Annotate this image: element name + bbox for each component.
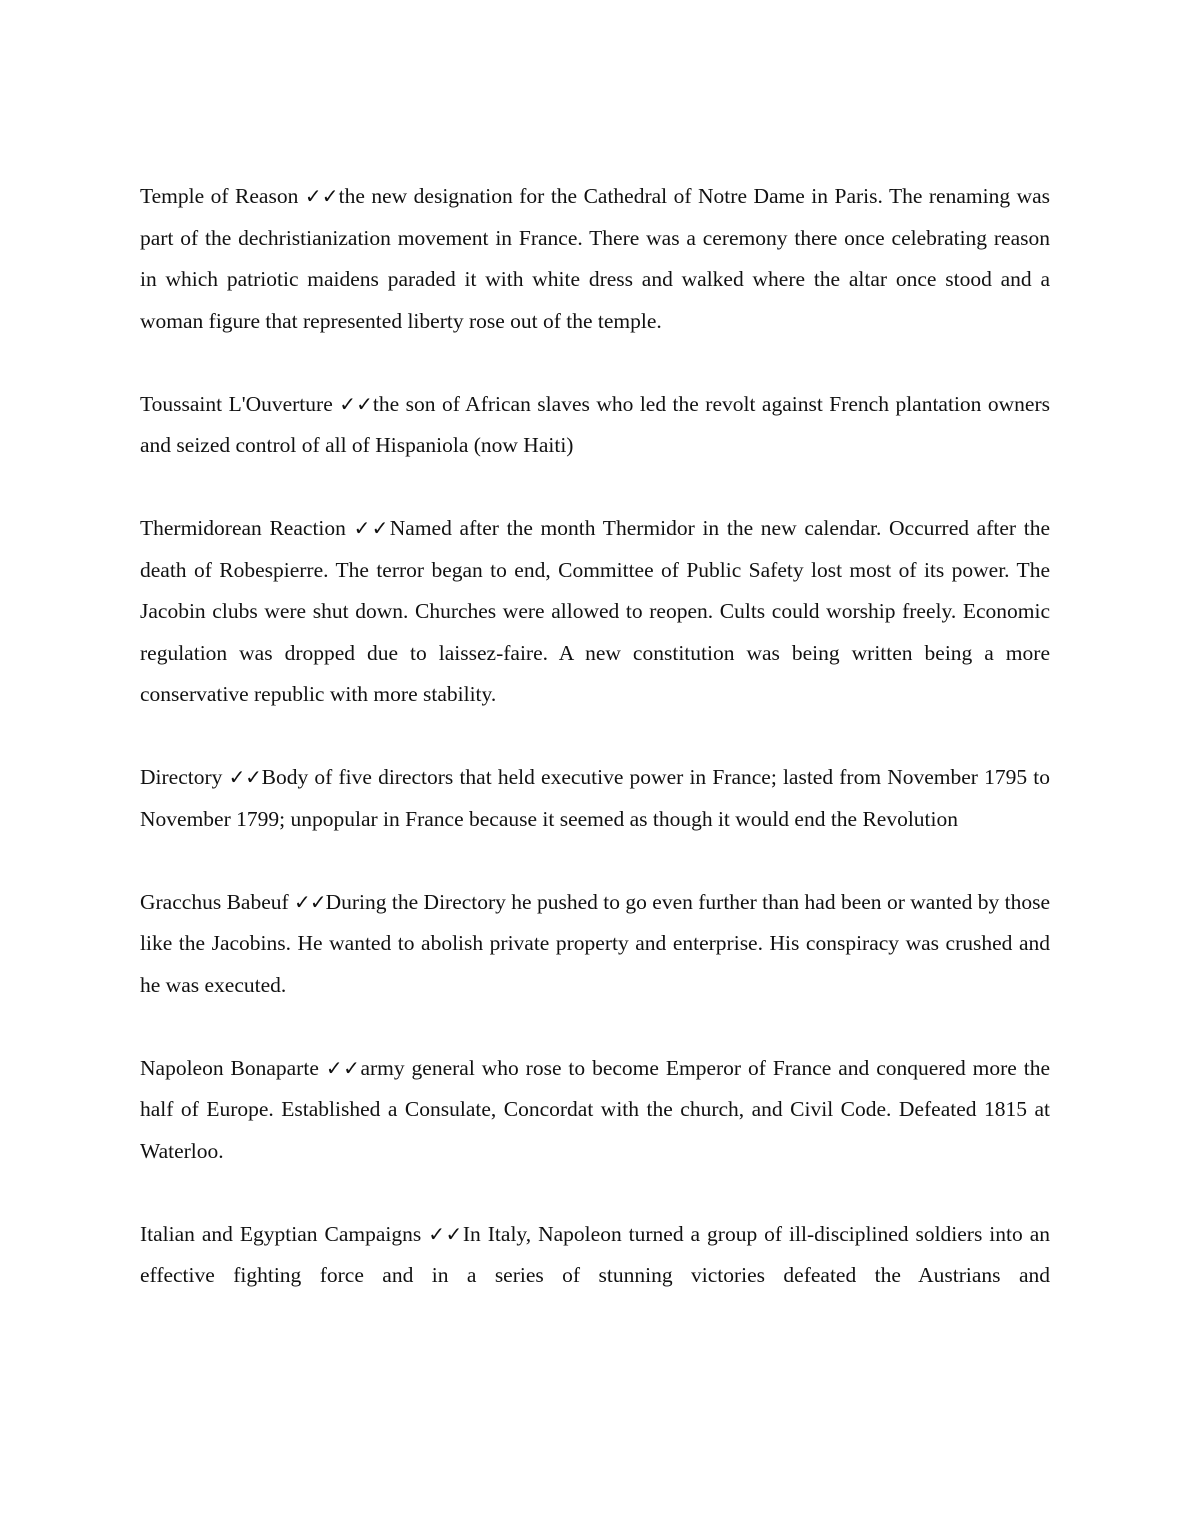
definition: army general who rose to become Emperor of France and conquered more the half of Europe. Established a Consulate, Concordat with the church, and Civil Code. Defeated 1815 at Waterloo.	[140, 1055, 1051, 1163]
definition: the son of African slaves who led the revolt against French plantation owners and seized control of all of Hispaniola (now Haiti)	[140, 391, 1050, 457]
entry-italian-egyptian-campaigns	[140, 1214, 1050, 1297]
term: Napoleon Bonaparte	[140, 1055, 319, 1080]
entry-temple-of-reason	[140, 176, 1050, 342]
entry-toussaint	[140, 384, 1050, 467]
term: Temple of Reason	[140, 184, 299, 208]
entry-thermidorean-reaction	[140, 508, 1050, 716]
double-check-icon: ✓✓	[304, 184, 339, 208]
term: Directory	[140, 765, 223, 789]
term: Italian and Egyptian Campaigns	[140, 1221, 422, 1246]
definition: the new designation for the Cathedral of Notre Dame in Paris. The renaming was part of the dechristianization movement in France. There was a ceremony there once celebrating reason in which patriotic maidens paraded it with white dress and walked where the altar once stood and a woman figure that represented liberty rose out of the temple.	[140, 184, 1051, 333]
document-page	[140, 176, 1050, 1338]
definition: Named after the month Thermidor in the new calendar. Occurred after the death of Robespierre. The terror began to end, Committee of Public Safety lost most of its power. The Jacobin clubs were shut down. Churches were allowed to reopen. Cults could worship freely. Economic regulation was dropped due to laissez-faire. A new constitution was being written being a more conservative republic with more stability.	[140, 516, 1051, 706]
double-check-icon: ✓✓	[294, 889, 326, 914]
definition: Body of five directors that held executive power in France; lasted from November 1795 to November 1799; unpopular in France because it seemed as though it would end the Revolution	[140, 765, 1051, 831]
term: Toussaint L'Ouverture	[140, 391, 333, 416]
double-check-icon: ✓✓	[228, 765, 262, 789]
entry-gracchus-babeuf	[140, 882, 1050, 1007]
double-check-icon: ✓✓	[428, 1221, 463, 1246]
definition: In Italy, Napoleon turned a group of ill-disciplined soldiers into an effective fighting force and in a series of stunning victories defeated the Austrians and	[140, 1221, 1050, 1287]
term: Thermidorean Reaction	[140, 516, 346, 540]
term: Gracchus Babeuf	[140, 889, 289, 914]
entry-napoleon-bonaparte	[140, 1048, 1050, 1173]
definition: During the Directory he pushed to go even further than had been or wanted by those like the Jacobins. He wanted to abolish private property and enterprise. His conspiracy was crushed and he was executed.	[140, 889, 1050, 997]
double-check-icon: ✓✓	[339, 391, 373, 416]
double-check-icon: ✓✓	[325, 1055, 361, 1080]
entry-directory	[140, 757, 1050, 840]
double-check-icon: ✓✓	[353, 516, 390, 540]
